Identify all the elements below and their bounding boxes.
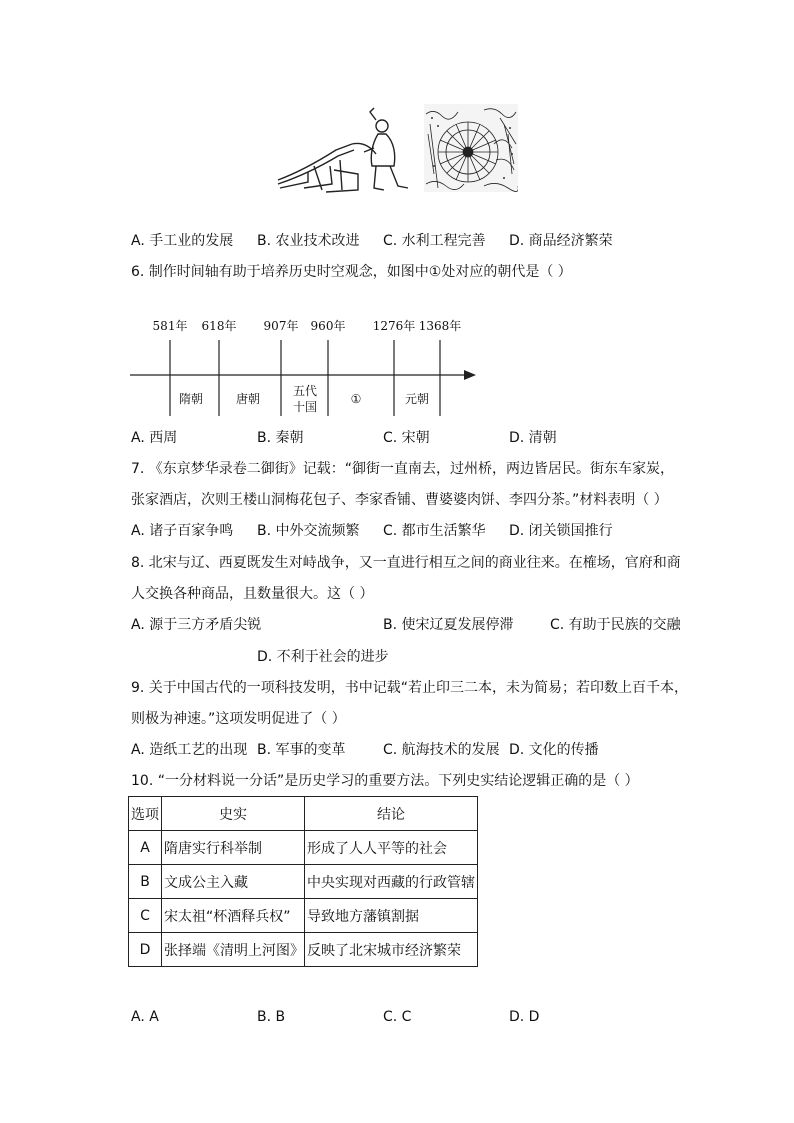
q8-option-d[interactable]: D. 不利于社会的进步 [257, 649, 389, 665]
q7-option-b[interactable]: B. 中外交流频繁 [257, 523, 360, 539]
table-row [129, 933, 478, 967]
timeline-period-tang: 唐朝 [235, 392, 261, 406]
table-header-fact: 史实 [162, 797, 305, 831]
timeline-period-yuan: 元朝 [404, 392, 430, 406]
table-cell-fact: 宋太祖“杯酒释兵权” [162, 899, 305, 933]
q10-option-a[interactable]: A. A [131, 1009, 159, 1025]
table-cell-option: A [129, 831, 162, 865]
q6-stem: 6. 制作时间轴有助于培养历史时空观念，如图中①处对应的朝代是（ ） [131, 264, 572, 280]
table-cell-fact: 张择端《清明上河图》 [162, 933, 305, 967]
timeline-year-907: 907年 [263, 319, 299, 333]
q6-option-c[interactable]: C. 宋朝 [383, 430, 430, 446]
timeline-period-shiguo: 十国 [292, 400, 318, 414]
q8-option-a[interactable]: A. 源于三方矛盾尖锐 [131, 617, 262, 633]
table-cell-fact: 隋唐实行科举制 [162, 831, 305, 865]
q8-stem-line2: 人交换各种商品，且数量很大。这（ ） [131, 586, 374, 602]
q10-table [128, 796, 478, 967]
q9-option-b[interactable]: B. 军事的变革 [257, 742, 346, 758]
q9-stem-line2: 则极为神速。”这项发明促进了（ ） [131, 711, 346, 727]
table-header-option: 选项 [129, 797, 162, 831]
q9-option-c[interactable]: C. 航海技术的发展 [383, 742, 500, 758]
timeline-period-sui: 隋朝 [178, 392, 204, 406]
table-row [129, 831, 478, 865]
q7-stem-line2: 张家酒店，次则王楼山洞梅花包子、李家香铺、曹婆婆肉饼、李四分茶。”材料表明（ ） [131, 492, 668, 508]
table-row [129, 865, 478, 899]
q7-option-d[interactable]: D. 闭关锁国推行 [509, 523, 613, 539]
q8-stem-line1: 8. 北宋与辽、西夏既发生对峙战争，又一直进行相互之间的商业往来。在榷场，官府和商 [131, 555, 681, 571]
plowing-figure-illustration [274, 104, 414, 194]
table-cell-option: D [129, 933, 162, 967]
q9-option-a[interactable]: A. 造纸工艺的出现 [131, 742, 248, 758]
q7-option-c[interactable]: C. 都市生活繁华 [383, 523, 486, 539]
q6-option-b[interactable]: B. 秦朝 [257, 430, 304, 446]
timeline-year-960: 960年 [310, 319, 346, 333]
timeline-year-1368: 1368年 [418, 319, 462, 333]
timeline-period-wudai: 五代 [292, 384, 318, 398]
timeline-year-581: 581年 [152, 319, 188, 333]
q6-option-d[interactable]: D. 清朝 [509, 430, 557, 446]
q9-option-d[interactable]: D. 文化的传播 [509, 742, 599, 758]
table-cell-conclusion: 形成了人人平等的社会 [305, 831, 478, 865]
q6-timeline [128, 312, 480, 418]
table-cell-conclusion: 反映了北宋城市经济繁荣 [305, 933, 478, 967]
table-cell-fact: 文成公主入藏 [162, 865, 305, 899]
table-cell-conclusion: 导致地方藩镇割据 [305, 899, 478, 933]
q7-option-a[interactable]: A. 诸子百家争鸣 [131, 523, 234, 539]
q5-option-d[interactable]: D. 商品经济繁荣 [509, 233, 613, 249]
timeline-year-618: 618年 [201, 319, 237, 333]
q10-option-d[interactable]: D. D [509, 1009, 540, 1025]
q10-option-b[interactable]: B. B [257, 1009, 286, 1025]
table-header-row [129, 797, 478, 831]
q10-stem: 10. “一分材料说一分话”是历史学习的重要方法。下列史实结论逻辑正确的是（ ） [131, 773, 639, 789]
q7-stem-line1: 7. 《东京梦华录卷二御街》记载：“御街一直南去，过州桥，两边皆居民。街东车家炭， [131, 461, 675, 477]
table-header-conclusion: 结论 [305, 797, 478, 831]
timeline-year-1276: 1276年 [372, 319, 416, 333]
table-row [129, 899, 478, 933]
table-cell-conclusion: 中央实现对西藏的行政管辖 [305, 865, 478, 899]
q5-option-c[interactable]: C. 水利工程完善 [383, 233, 486, 249]
q5-option-b[interactable]: B. 农业技术改进 [257, 233, 360, 249]
q6-option-a[interactable]: A. 西周 [131, 430, 178, 446]
timeline-period-blank: ① [350, 392, 362, 406]
q10-option-c[interactable]: C. C [383, 1009, 412, 1025]
q5-option-a[interactable]: A. 手工业的发展 [131, 233, 234, 249]
waterwheel-woodcut-illustration [424, 104, 518, 192]
table-cell-option: B [129, 865, 162, 899]
table-cell-option: C [129, 899, 162, 933]
q8-option-c[interactable]: C. 有助于民族的交融 [550, 617, 681, 633]
q8-option-b[interactable]: B. 使宋辽夏发展停滞 [383, 617, 514, 633]
q9-stem-line1: 9. 关于中国古代的一项科技发明，书中记载“若止印三二本，未为简易；若印数上百千本， [131, 680, 689, 696]
